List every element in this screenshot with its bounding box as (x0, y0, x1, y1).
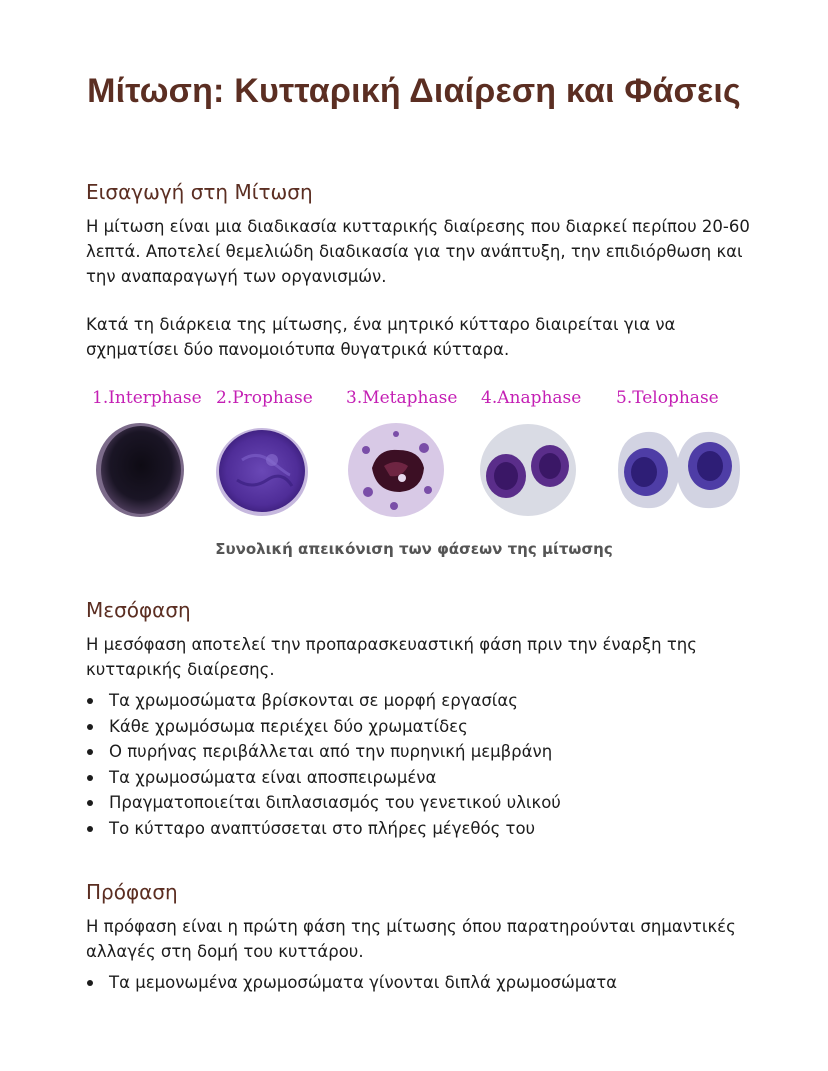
interphase-section (86, 598, 766, 841)
metaphase-cell-image (344, 420, 448, 520)
intro-heading: Εισαγωγή στη Μίτωση (86, 180, 313, 204)
intro-paragraph-2 (86, 312, 766, 362)
list-item: Τα μεμονωμένα χρωμοσώματα γίνονται διπλά χρωμοσώματα (86, 970, 766, 996)
prophase-paragraph (86, 914, 766, 964)
prophase-section (86, 880, 766, 996)
interphase-paragraph (86, 632, 766, 682)
intro-p1-line2: λεπτά. Αποτελεί θεμελιώδη διαδικασία για την ανάπτυξη, την επιδιόρθωση και (86, 242, 743, 261)
prophase-line2: αλλαγές στη δομή του κυττάρου. (86, 942, 364, 961)
interphase-line1: Η μεσόφαση αποτελεί την προπαρασκευαστική φάση πριν την έναρξη της (86, 635, 697, 654)
phase-label-telophase: 5.Telophase (616, 388, 719, 408)
intro-p2-line1: Κατά τη διάρκεια της μίτωσης, ένα μητρικό κύτταρο διαιρείται για να (86, 315, 676, 334)
phase-label-prophase: 2.Prophase (216, 388, 313, 408)
interphase-bullet-list (86, 688, 766, 841)
list-item: Το κύτταρο αναπτύσσεται στο πλήρες μέγεθός του (86, 816, 766, 842)
list-item: Ο πυρήνας περιβάλλεται από την πυρηνική μεμβράνη (86, 739, 766, 765)
interphase-cell-image (92, 420, 188, 520)
figure-caption: Συνολική απεικόνιση των φάσεων της μίτωσης (215, 540, 613, 558)
page-title: Μίτωση: Κυτταρική Διαίρεση και Φάσεις (87, 72, 741, 110)
intro-p2-line2: σχηματίσει δύο πανομοιότυπα θυγατρικά κύτταρα. (86, 340, 510, 359)
interphase-line2: κυτταρικής διαίρεσης. (86, 660, 275, 679)
phase-label-interphase: 1.Interphase (92, 388, 202, 408)
prophase-cell-image (212, 420, 312, 520)
mitosis-phases-figure (86, 384, 746, 524)
intro-p1-line1: Η μίτωση είναι μια διαδικασία κυτταρικής διαίρεσης που διαρκεί περίπου 20-60 (86, 217, 750, 236)
list-item: Τα χρωμοσώματα βρίσκονται σε μορφή εργασίας (86, 688, 766, 714)
phase-label-anaphase: 4.Anaphase (481, 388, 582, 408)
prophase-line1: Η πρόφαση είναι η πρώτη φάση της μίτωσης όπου παρατηρούνται σημαντικές (86, 917, 736, 936)
list-item: Πραγματοποιείται διπλασιασμός του γενετικού υλικού (86, 790, 766, 816)
prophase-bullet-list (86, 970, 766, 996)
list-item: Τα χρωμοσώματα είναι αποσπειρωμένα (86, 765, 766, 791)
telophase-cell-image (608, 420, 748, 520)
anaphase-cell-image (476, 420, 580, 520)
intro-p1-line3: την αναπαραγωγή των οργανισμών. (86, 267, 387, 286)
phase-label-metaphase: 3.Metaphase (346, 388, 458, 408)
prophase-heading: Πρόφαση (86, 880, 178, 904)
intro-section (86, 180, 766, 362)
intro-paragraph-1 (86, 214, 766, 289)
interphase-heading: Μεσόφαση (86, 598, 191, 622)
list-item: Κάθε χρωμόσωμα περιέχει δύο χρωματίδες (86, 714, 766, 740)
